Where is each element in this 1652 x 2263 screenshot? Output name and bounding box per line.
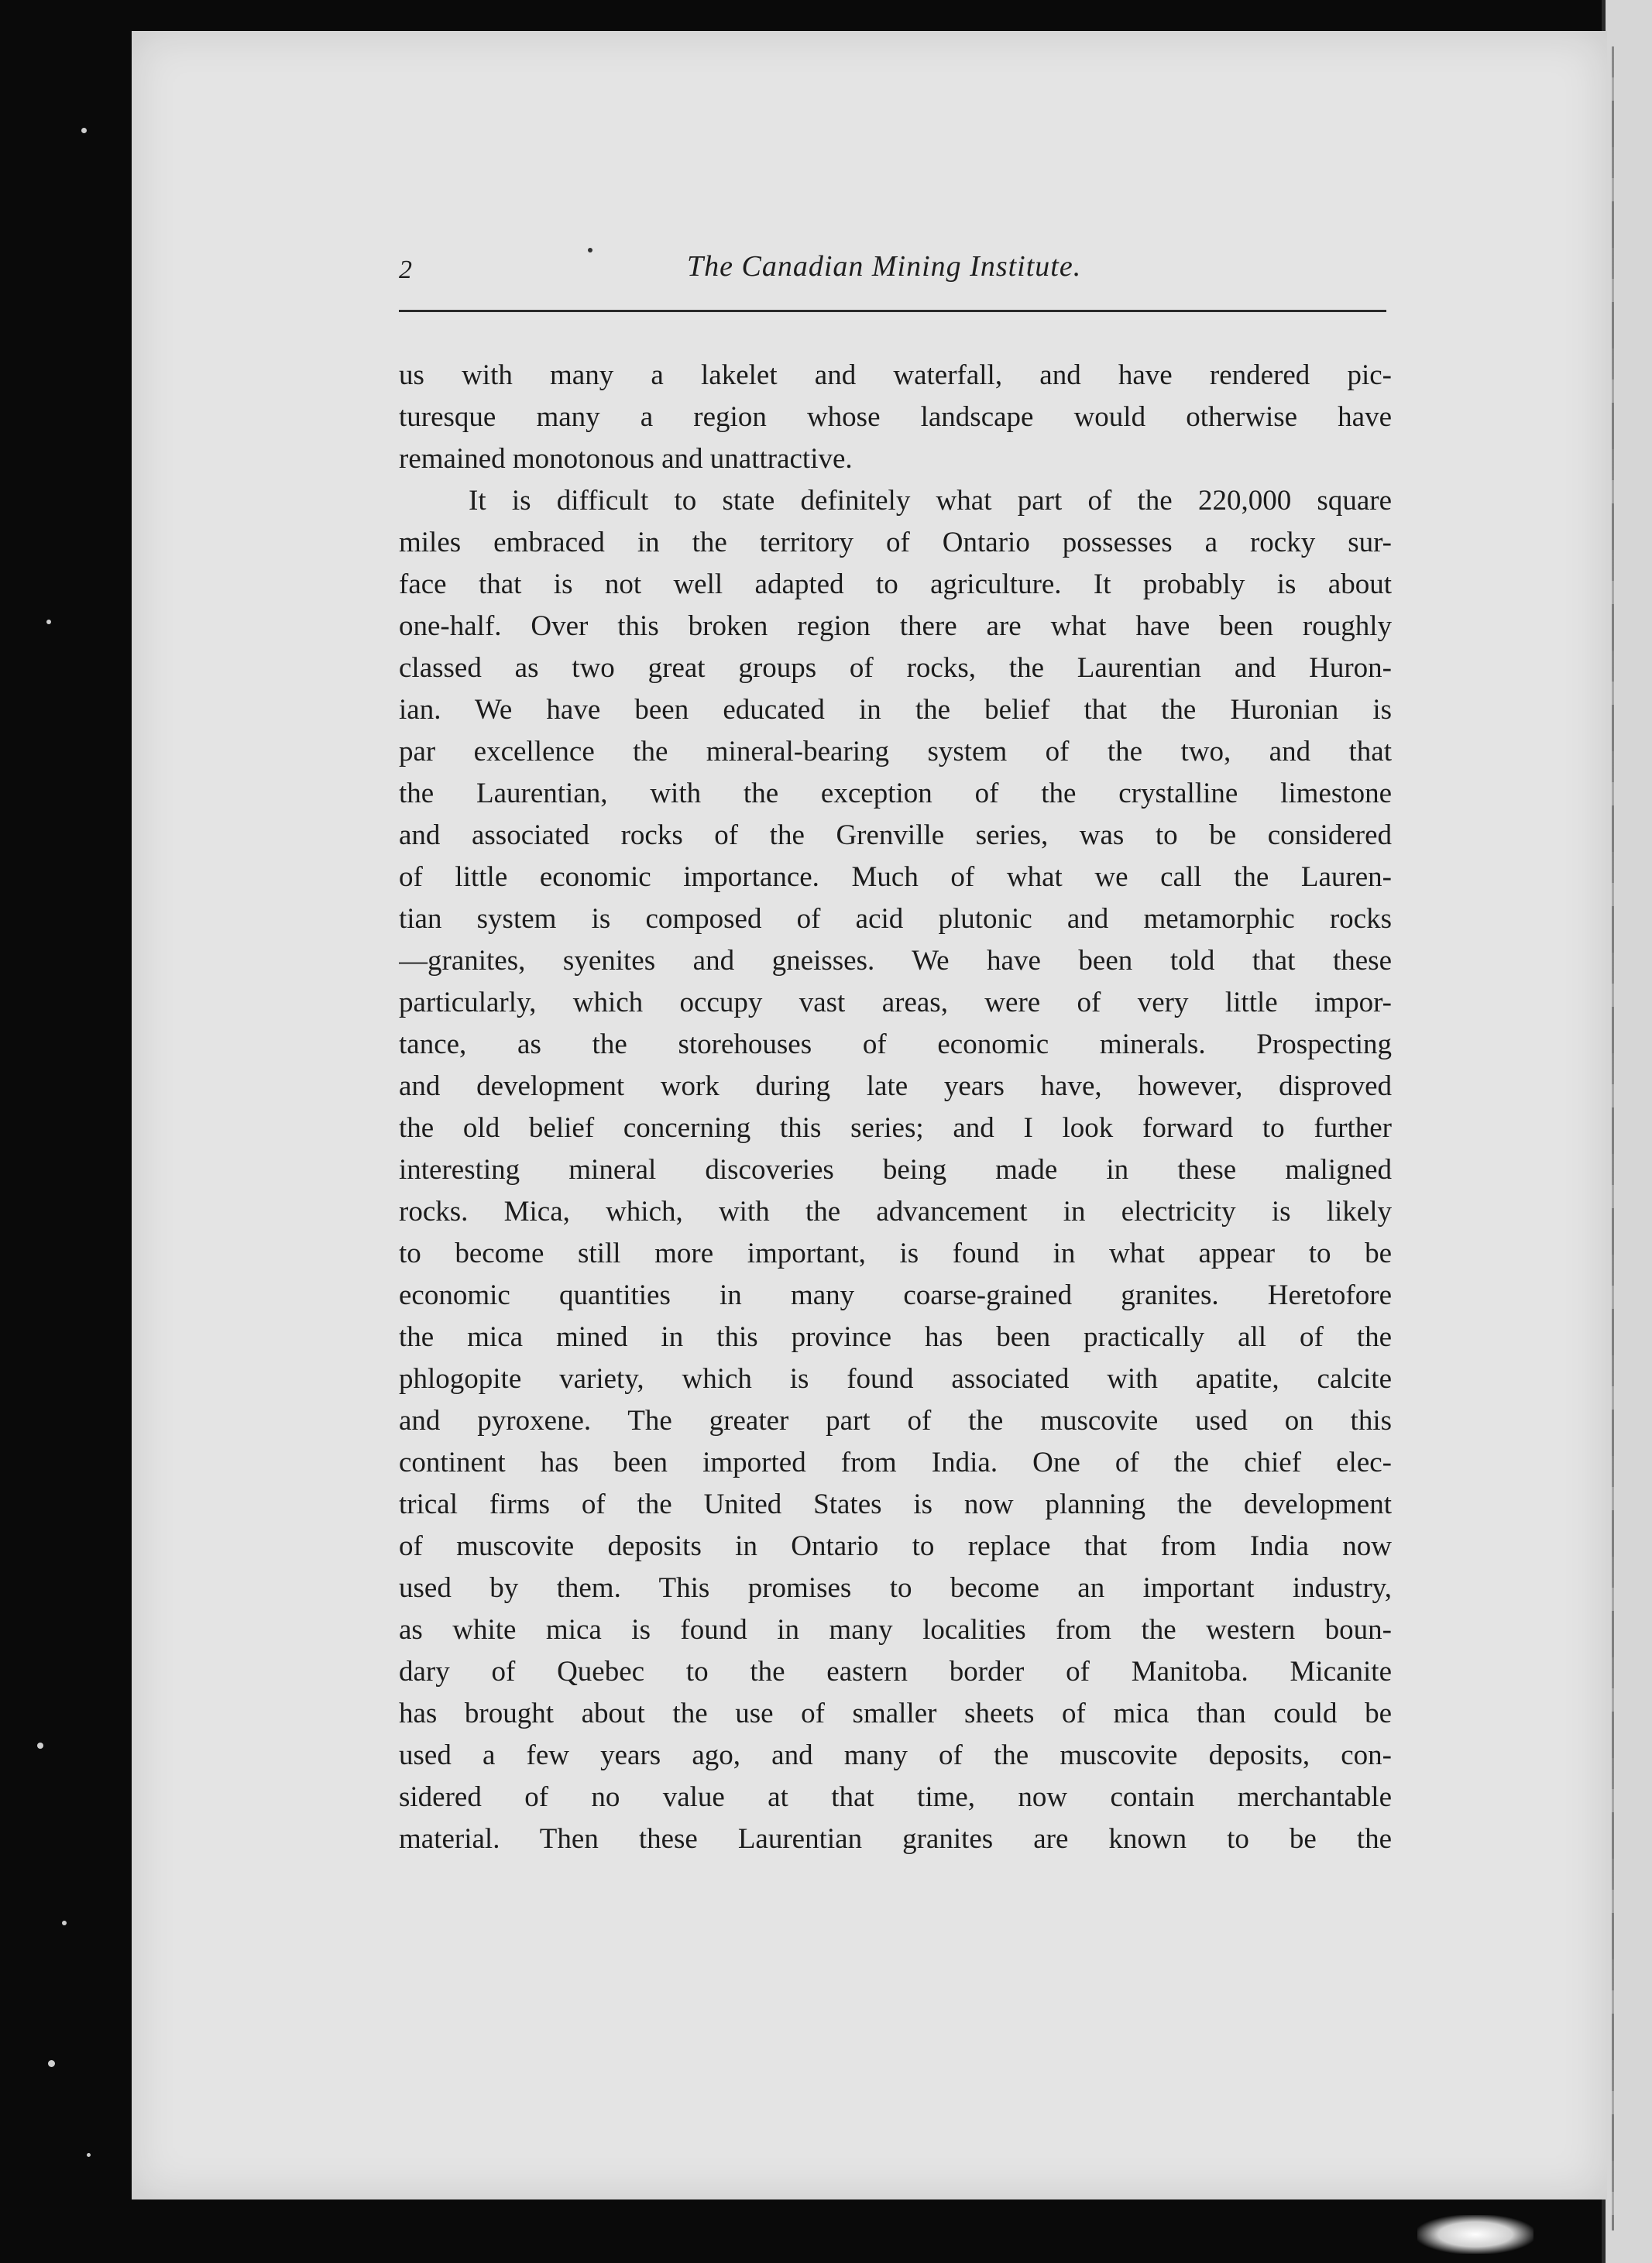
text-line: continent has been imported from India. One of the chief elec- <box>399 1447 1392 1478</box>
text-line: the Laurentian, with the exception of the crystalline limestone <box>399 778 1392 809</box>
body-text <box>399 355 1392 1860</box>
text-line: phlogopite variety, which is found associated with apatite, calcite <box>399 1363 1392 1395</box>
text-line: material. Then these Laurentian granites are known to be the <box>399 1823 1392 1855</box>
text-line: classed as two great groups of rocks, the Laurentian and Huron- <box>399 652 1392 684</box>
paragraph-start-line: It is difficult to state definitely what part of the 220,000 square <box>469 485 1392 517</box>
scan-speck <box>87 2153 91 2157</box>
page-number: 2 <box>399 256 412 284</box>
running-head <box>399 249 1386 296</box>
running-title: The Canadian Mining Institute. <box>687 250 1082 283</box>
text-line: particularly, which occupy vast areas, were of very little impor- <box>399 987 1392 1018</box>
text-line: to become still more important, is found in what appear to be <box>399 1238 1392 1269</box>
text-line: miles embraced in the territory of Ontario possesses a rocky sur- <box>399 527 1392 558</box>
text-line: interesting mineral discoveries being made in these maligned <box>399 1154 1392 1186</box>
text-line: used by them. This promises to become an important industry, <box>399 1572 1392 1604</box>
scan-glare <box>1417 2215 1534 2254</box>
text-line: tian system is composed of acid plutonic and metamorphic rocks <box>399 903 1392 935</box>
text-line: one-half. Over this broken region there are what have been roughly <box>399 610 1392 642</box>
text-line: used a few years ago, and many of the muscovite deposits, con- <box>399 1739 1392 1771</box>
text-line: turesque many a region whose landscape would otherwise have <box>399 401 1392 433</box>
text-line: of little economic importance. Much of what we call the Lauren- <box>399 861 1392 893</box>
text-line: ian. We have been educated in the belief that the Huronian is <box>399 694 1392 726</box>
adjacent-page-edge <box>1602 0 1652 2263</box>
text-line: remained monotonous and unattractive. <box>399 443 853 475</box>
text-line: trical firms of the United States is now planning the development <box>399 1489 1392 1520</box>
scan-speck <box>46 620 51 624</box>
text-line: rocks. Mica, which, with the advancement in electricity is likely <box>399 1196 1392 1228</box>
text-line: face that is not well adapted to agriculture. It probably is about <box>399 568 1392 600</box>
text-line: and development work during late years have, however, disproved <box>399 1070 1392 1102</box>
text-line: as white mica is found in many localities from the western boun- <box>399 1614 1392 1646</box>
scan-speck <box>37 1743 43 1749</box>
header-rule <box>399 310 1386 312</box>
text-line: —granites, syenites and gneisses. We have been told that these <box>399 945 1392 977</box>
page-edge-line <box>1612 46 1614 2230</box>
scan-speck <box>81 128 87 133</box>
text-line: sidered of no value at that time, now contain merchantable <box>399 1781 1392 1813</box>
text-line: the old belief concerning this series; and I look forward to further <box>399 1112 1392 1144</box>
text-line: tance, as the storehouses of economic minerals. Prospecting <box>399 1028 1392 1060</box>
scan-speck <box>62 1921 67 1925</box>
text-line: dary of Quebec to the eastern border of Manitoba. Micanite <box>399 1656 1392 1688</box>
text-line: has brought about the use of smaller sheets of mica than could be <box>399 1698 1392 1729</box>
scan-speck <box>48 2060 55 2067</box>
text-line: par excellence the mineral-bearing system of the two, and that <box>399 736 1392 767</box>
text-line: economic quantities in many coarse-grained granites. Heretofore <box>399 1279 1392 1311</box>
text-line: the mica mined in this province has been practically all of the <box>399 1321 1392 1353</box>
text-line: of muscovite deposits in Ontario to replace that from India now <box>399 1530 1392 1562</box>
text-line: us with many a lakelet and waterfall, and have rendered pic- <box>399 359 1392 391</box>
text-line: and associated rocks of the Grenville series, was to be considered <box>399 819 1392 851</box>
text-line: and pyroxene. The greater part of the muscovite used on this <box>399 1405 1392 1437</box>
